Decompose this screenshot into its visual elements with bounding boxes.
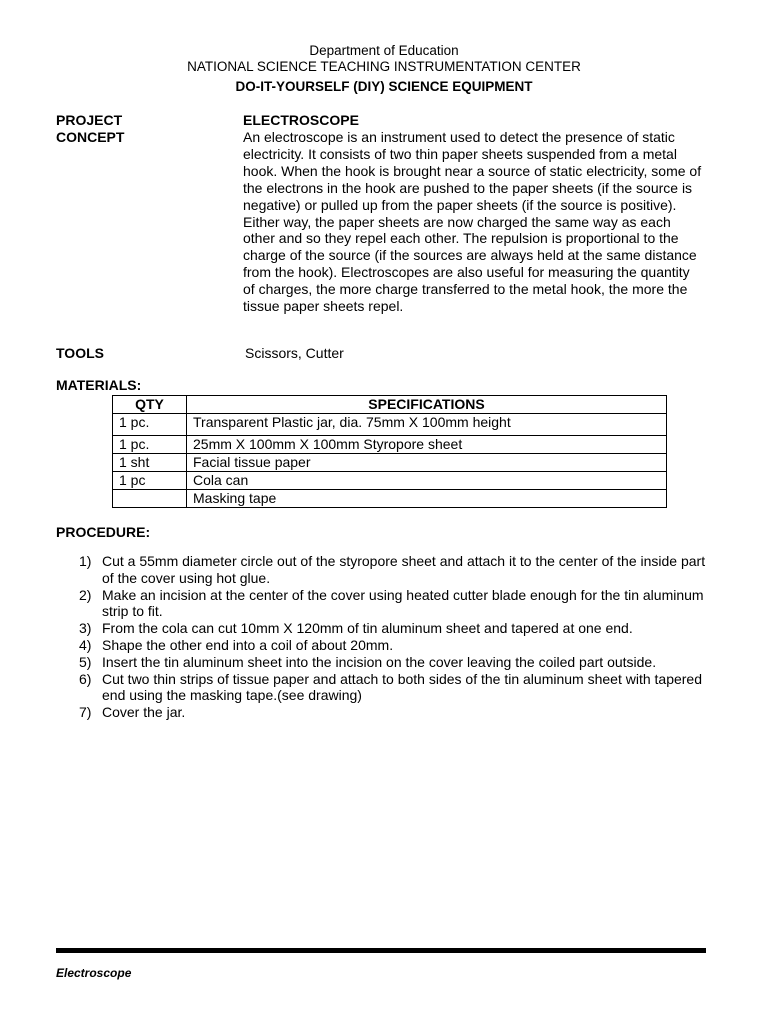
list-item [75, 671, 715, 705]
table-row [113, 472, 667, 490]
center-heading: NATIONAL SCIENCE TEACHING INSTRUMENTATION CENTER [187, 59, 581, 74]
qty-cell: 1 pc. [113, 414, 187, 436]
list-item [75, 587, 715, 621]
concept-label: CONCEPT [56, 129, 125, 145]
step-number: 4) [79, 636, 92, 653]
step-number: 2) [79, 586, 92, 603]
qty-header: QTY [113, 396, 187, 414]
list-item [75, 654, 715, 671]
spec-cell: Masking tape [187, 490, 667, 508]
spec-header: SPECIFICATIONS [187, 396, 667, 414]
step-text: Insert the tin aluminum sheet into the incision on the cover leaving the coiled part outside. [102, 653, 657, 670]
tools-label: TOOLS [56, 345, 104, 361]
step-text: Cover the jar. [102, 704, 186, 721]
tools-text: Scissors, Cutter [245, 345, 344, 361]
qty-cell: 1 pc. [113, 436, 187, 454]
step-number: 6) [79, 670, 92, 687]
step-text: Cut a 55mm diameter circle out of the styropore sheet and attach it to the center of the inside part of the cover using hot glue. [102, 553, 706, 586]
document-title: DO-IT-YOURSELF (DIY) SCIENCE EQUIPMENT [235, 79, 533, 94]
footer-divider [56, 948, 706, 953]
list-item [75, 637, 715, 654]
department-heading: Department of Education [309, 43, 459, 58]
qty-cell [113, 490, 187, 508]
step-number: 3) [79, 620, 92, 637]
footer-title: Electroscope [56, 966, 132, 980]
table-row [113, 490, 667, 508]
project-label: PROJECT [56, 112, 123, 128]
procedure-label: PROCEDURE: [56, 524, 151, 540]
spec-cell: Facial tissue paper [187, 454, 667, 472]
step-text: Cut two thin strips of tissue paper and attach to both sides of the tin aluminum sheet with tapered end using the masking tape.(see drawing) [102, 670, 703, 704]
step-text: From the cola can cut 10mm X 120mm of tin aluminum sheet and tapered at one end. [102, 620, 633, 637]
step-text: Shape the other end into a coil of about 20mm. [102, 636, 394, 653]
table-row [113, 454, 667, 472]
project-name: ELECTROSCOPE [243, 112, 359, 128]
procedure-list [75, 553, 715, 721]
list-item [75, 704, 715, 721]
list-item [75, 553, 715, 587]
spec-cell: 25mm X 100mm X 100mm Styropore sheet [187, 436, 667, 454]
table-row [113, 414, 667, 436]
spec-cell: Cola can [187, 472, 667, 490]
spec-cell: Transparent Plastic jar, dia. 75mm X 100mm height [187, 414, 667, 436]
step-number: 7) [79, 704, 92, 721]
concept-text: An electroscope is an instrument used to detect the presence of static electricity. It consists of two thin paper sheets suspended from a metal hook. When the hook is brought near a source of static electricity, some of the electrons in the hook are pushed to the paper sheets (if the source is negative) or pulled up from the paper sheets (if the source is positive). Either way, the paper sheets are now charged the same way as each other and so they repel each other. The repulsion is proportional to the charge of the source (if the sources are always held at the same distance from the hook). Electroscopes are also useful for measuring the quantity of charges, the more charge transferred to the metal hook, the more the tissue paper sheets repel. [243, 129, 702, 315]
materials-table [112, 395, 667, 508]
materials-label: MATERIALS: [56, 377, 142, 393]
table-row [113, 436, 667, 454]
qty-cell: 1 sht [113, 454, 187, 472]
step-number: 5) [79, 653, 92, 670]
qty-cell: 1 pc [113, 472, 187, 490]
step-number: 1) [79, 553, 92, 569]
list-item [75, 620, 715, 637]
step-text: Make an incision at the center of the cover using heated cutter blade enough for the tin aluminum strip to fit. [102, 586, 704, 620]
materials-header-row [113, 396, 667, 414]
